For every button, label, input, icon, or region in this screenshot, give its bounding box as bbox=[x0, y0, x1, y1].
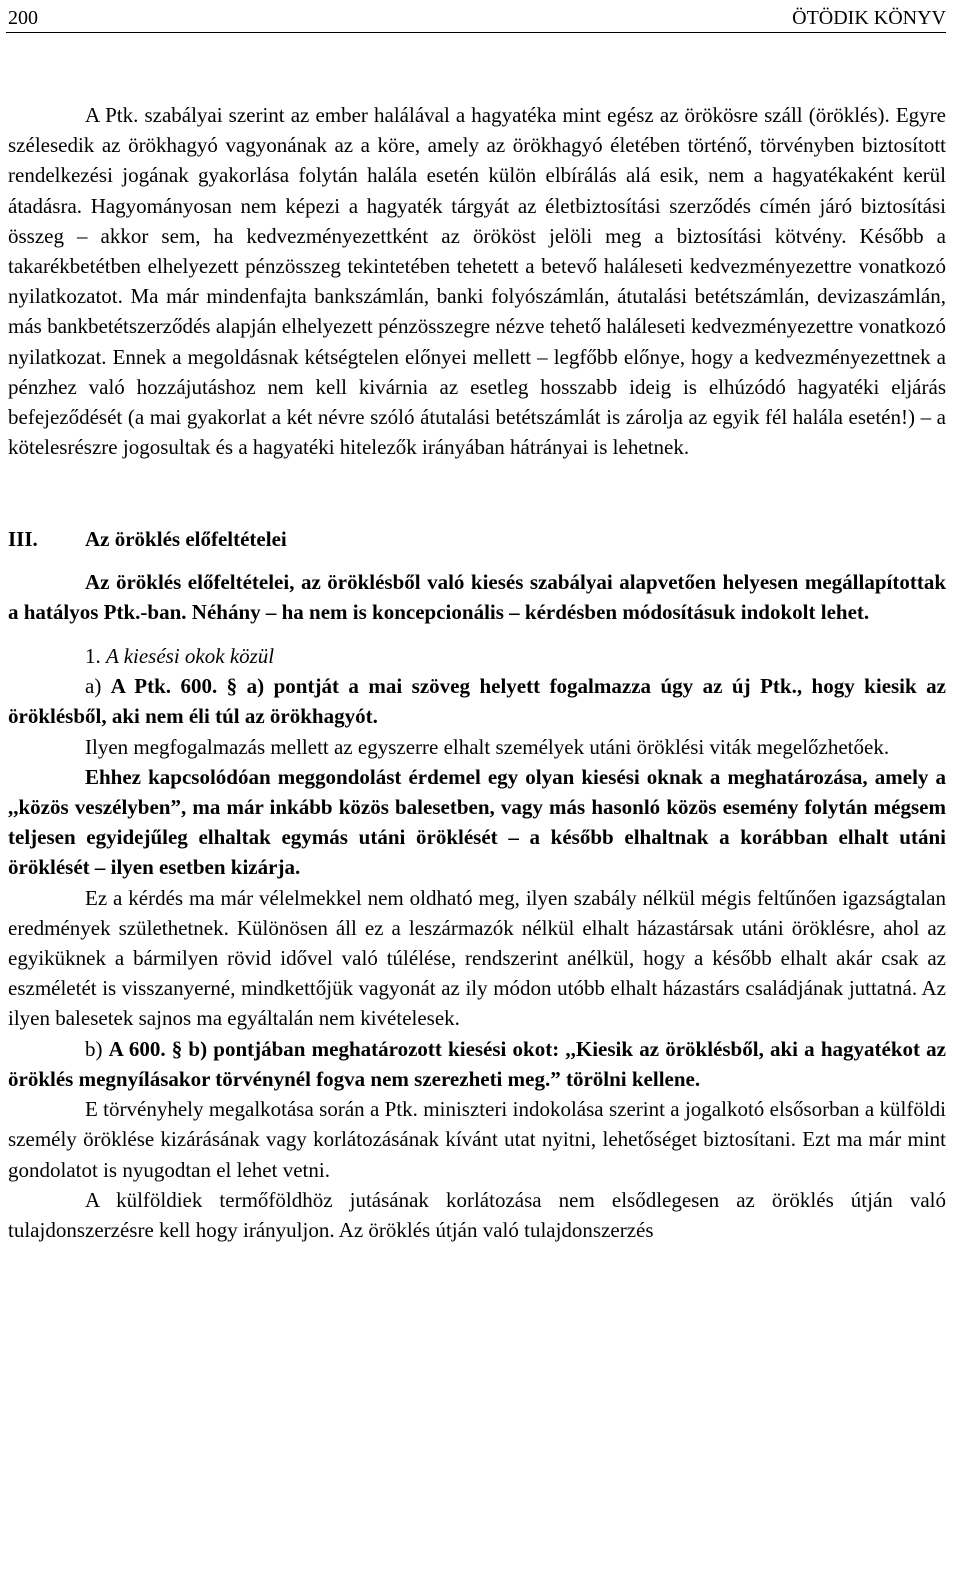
point-a-paragraph-4: Ez a kérdés ma már vélelmekkel nem oldható meg, ilyen szabály nélkül mégis feltűnően igazságtalan eredmények születhetnek. Különösen áll ez a leszármazók nélkül elhalt házastársak utáni öröklésre, ahol az egyiküknek a bármilyen rövid idővel való túlélése, rendszerint anélkül, hogy a később elhalt akár csak az eszméletét is visszanyerné, mindkettőjük vagyonát az ily módon utóbb elhalt házastárs családjának juttatná. Az ilyen balesetek sajnos ma egyáltalán nem kivételesek. bbox=[8, 885, 946, 1031]
subsection-number: 1. bbox=[85, 644, 106, 669]
header-rule bbox=[6, 32, 946, 33]
subsection-heading bbox=[8, 641, 946, 671]
subsection-title: A kiesési okok közül bbox=[106, 644, 275, 669]
section-lead: Az öröklés előfeltételei, az öröklésből való kiesés szabályai alapvetően helyesen megállapítottak a hatályos Ptk.-ban. Néhány – ha nem is koncepcionális – kérdésben módosításuk indokolt lehet. bbox=[8, 569, 946, 624]
point-b-label: b) bbox=[85, 1036, 109, 1061]
point-a-paragraph-2: Ilyen megfogalmazás mellett az egyszerre elhalt személyek utáni öröklési viták megelőzhetőek. bbox=[85, 734, 890, 759]
book-title: ÖTÖDIK KÖNYV bbox=[792, 7, 946, 29]
point-a-text: A Ptk. 600. § a) pontját a mai szöveg helyett fogalmazza úgy az új Ptk., hogy kiesik az öröklésből, aki nem éli túl az örökhagyót. bbox=[8, 674, 946, 729]
point-a-label: a) bbox=[85, 674, 111, 699]
point-a-paragraph bbox=[8, 671, 946, 731]
point-b-paragraph bbox=[8, 1034, 946, 1094]
page-number: 200 bbox=[8, 7, 38, 29]
section-heading bbox=[8, 524, 946, 554]
point-b-paragraph-2: E törvényhely megalkotása során a Ptk. miniszteri indokolása szerint a jogalkotó elsősorban a külföldi személy öröklése kizárásának vagy korlátozásának kívánt utat nyitni, lehetőséget biztosítani. Ezt ma már mint gondolatot is nyugodtan el lehet vetni. bbox=[8, 1097, 946, 1182]
running-header bbox=[8, 4, 946, 32]
section-title: Az öröklés előfeltételei bbox=[85, 527, 287, 552]
intro-paragraph: A Ptk. szabályai szerint az ember halálával a hagyatéka mint egész az örökösre száll (öröklés). Egyre szélesedik az örökhagyó vagyonának az a köre, amely az örökhagyó életében történő, törvényben biztosított rendelkezési jogának gyakorlása folytán halála esetén külön elbírálás alá esik, nem a hagyatékaként kerül átadásra. Hagyományosan nem képezi a hagyaték tárgyát az életbiztosítási szerződés címén járó biztosítási összeg – akkor sem, ha kedvezményezettként az örököst jelöli meg a biztosítási kötvény. Később a takarékbetétben elhelyezett pénzösszeg tekintetében tehetett a betevő haláleseti kedvezményezettre vonatkozó nyilatkozatot. Ma már mindenfajta bankszámlán, banki folyószámlán, átutalási betétszámlán, devizaszámlán, más bankbetétszerződés alapján elhelyezett pénzösszegre nézve tehető haláleseti kedvezményezettre vonatkozó nyilatkozat. Ennek a megoldásnak kétségtelen előnyei mellett – legfőbb előnye, hogy a kedvezményezettnek a pénzhez való hozzájutáshoz nem kell kivárnia az esetleg hosszabb ideig is elhúzódó hagyatéki eljárás befejeződését (a mai gyakorlat a két névre szóló átutalási betétszámlát is zárolja az egyik fél halála esetén!) – a kötelesrészre jogosultak és a hagyatéki hitelezők irányában hátrányai is lehetnek. bbox=[8, 103, 946, 460]
point-a-paragraph-3: Ehhez kapcsolódóan meggondolást érdemel egy olyan kiesési oknak a meghatározása, amely a ,,közös veszélyben”, ma már inkább közös balesetben, vagy más hasonló közös esemény folytán mégsem teljesen egyidejűleg elhaltak egymás utáni öröklését – a később elhaltnak a korábban elhalt utáni öröklését – ilyen esetben kizárja. bbox=[8, 764, 946, 880]
page-body bbox=[8, 100, 946, 1245]
point-b-paragraph-3: A külföldiek termőföldhöz jutásának korlátozása nem elsődlegesen az öröklés útján való tulajdonszerzésre kell hogy irányuljon. Az öröklés útján való tulajdonszerzés bbox=[8, 1187, 946, 1242]
section-number: III. bbox=[8, 527, 38, 552]
point-b-text: A 600. § b) pontjában meghatározott kiesési okot: ,,Kiesik az öröklésből, aki a hagyatékot az öröklés megnyílásakor törvénynél fogva nem szerezheti meg.” törölni kellene. bbox=[8, 1036, 946, 1091]
